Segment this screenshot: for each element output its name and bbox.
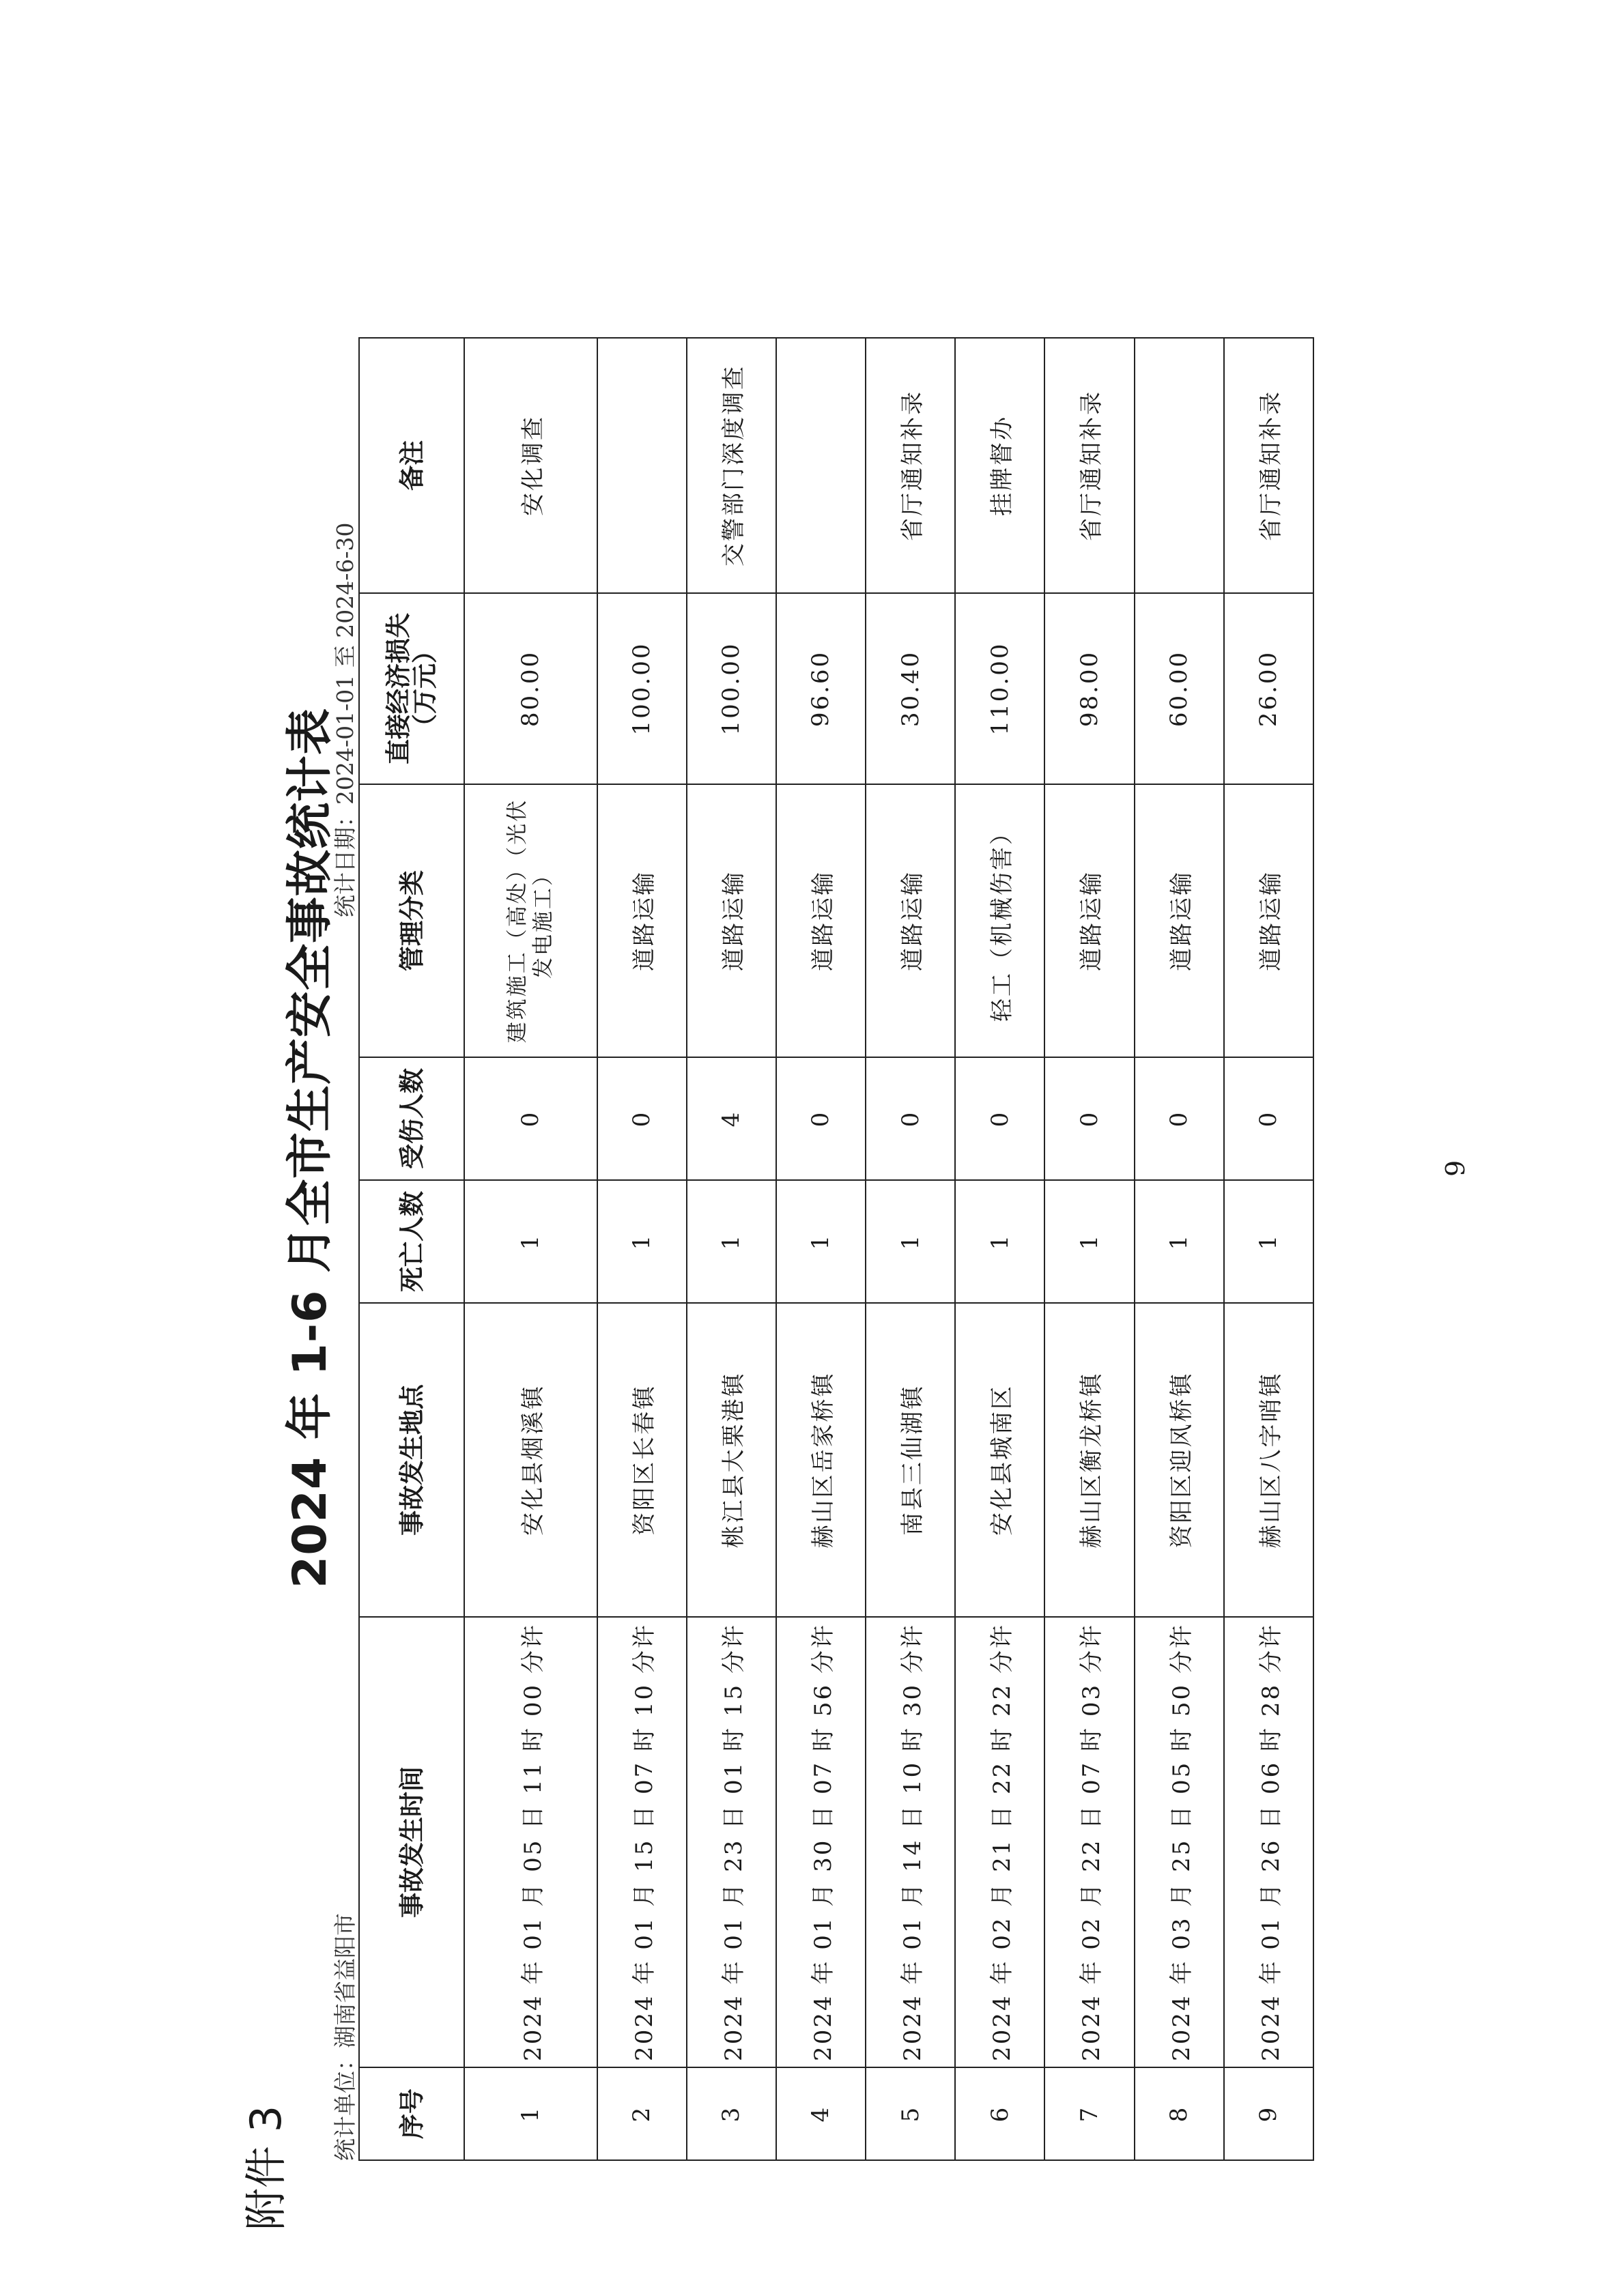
cell-place: 赫山区岳家桥镇 [776, 1303, 866, 1617]
cell-note: 省厅通知补录 [866, 338, 955, 593]
cell-no: 1 [464, 2067, 597, 2160]
header-injured: 受伤人数 [359, 1057, 464, 1180]
attachment-label: 附件 3 [241, 2105, 291, 2230]
header-row [359, 338, 464, 2160]
cell-deaths: 1 [866, 1180, 955, 1303]
cell-deaths: 1 [597, 1180, 687, 1303]
cell-deaths: 1 [955, 1180, 1044, 1303]
cell-category: 道路运输 [776, 784, 866, 1057]
cell-injured: 4 [687, 1057, 776, 1180]
cell-place: 资阳区迎风桥镇 [1135, 1303, 1224, 1617]
cell-category: 道路运输 [597, 784, 687, 1057]
cell-note: 挂牌督办 [955, 338, 1044, 593]
cell-deaths: 1 [1044, 1180, 1134, 1303]
table-row [597, 338, 687, 2160]
table-row [1224, 338, 1313, 2160]
cell-loss: 100.00 [597, 593, 687, 784]
cell-category: 轻工（机械伤害） [955, 784, 1044, 1057]
cell-deaths: 1 [687, 1180, 776, 1303]
cell-injured: 0 [776, 1057, 866, 1180]
cell-time: 2024 年 01 月 23 日 01 时 15 分许 [687, 1617, 776, 2067]
cell-injured: 0 [866, 1057, 955, 1180]
cell-place: 赫山区衡龙桥镇 [1044, 1303, 1134, 1617]
cell-category: 道路运输 [1135, 784, 1224, 1057]
cell-injured: 0 [1044, 1057, 1134, 1180]
table-row [687, 338, 776, 2160]
cell-place: 桃江县大栗港镇 [687, 1303, 776, 1617]
cell-deaths: 1 [1135, 1180, 1224, 1303]
cell-injured: 0 [464, 1057, 597, 1180]
cell-loss: 100.00 [687, 593, 776, 784]
cell-loss: 26.00 [1224, 593, 1313, 784]
cell-time: 2024 年 01 月 30 日 07 时 56 分许 [776, 1617, 866, 2067]
cell-note [1135, 338, 1224, 593]
cell-category: 道路运输 [687, 784, 776, 1057]
cell-loss: 30.40 [866, 593, 955, 784]
header-time: 事故发生时间 [359, 1617, 464, 2067]
cell-no: 6 [955, 2067, 1044, 2160]
header-note: 备注 [359, 338, 464, 593]
table-row [464, 338, 597, 2160]
cell-category: 道路运输 [1044, 784, 1134, 1057]
cell-place: 安化县烟溪镇 [464, 1303, 597, 1617]
cell-loss: 60.00 [1135, 593, 1224, 784]
header-category: 管理分类 [359, 784, 464, 1057]
cell-no: 7 [1044, 2067, 1134, 2160]
cell-loss: 96.60 [776, 593, 866, 784]
cell-deaths: 1 [776, 1180, 866, 1303]
cell-time: 2024 年 01 月 15 日 07 时 10 分许 [597, 1617, 687, 2067]
cell-deaths: 1 [464, 1180, 597, 1303]
accident-statistics-table [358, 337, 1314, 2161]
cell-place: 赫山区八字哨镇 [1224, 1303, 1313, 1617]
cell-injured: 0 [1135, 1057, 1224, 1180]
cell-category: 建筑施工（高处）（光伏发电施工） [464, 784, 597, 1057]
cell-note: 安化调查 [464, 338, 597, 593]
table-row [1044, 338, 1134, 2160]
cell-note: 交警部门深度调查 [687, 338, 776, 593]
cell-injured: 0 [955, 1057, 1044, 1180]
cell-note: 省厅通知补录 [1044, 338, 1134, 593]
table-row [1135, 338, 1224, 2160]
table-title: 2024 年 1-6 月全市生产安全事故统计表 [283, 707, 337, 1589]
header-deaths: 死亡人数 [359, 1180, 464, 1303]
cell-loss: 98.00 [1044, 593, 1134, 784]
cell-no: 8 [1135, 2067, 1224, 2160]
cell-no: 5 [866, 2067, 955, 2160]
stat-unit: 统计单位：湖南省益阳市 [332, 1913, 358, 2161]
page-number: 9 [1440, 1160, 1470, 1177]
cell-injured: 0 [1224, 1057, 1313, 1180]
cell-note [776, 338, 866, 593]
cell-no: 4 [776, 2067, 866, 2160]
cell-time: 2024 年 02 月 22 日 07 时 03 分许 [1044, 1617, 1134, 2067]
cell-injured: 0 [597, 1057, 687, 1180]
cell-time: 2024 年 02 月 21 日 22 时 22 分许 [955, 1617, 1044, 2067]
stat-date: 统计日期：2024-01-01 至 2024-6-30 [332, 522, 358, 917]
header-loss: 直接经济损失（万元） [359, 593, 464, 784]
cell-time: 2024 年 01 月 14 日 10 时 30 分许 [866, 1617, 955, 2067]
table-row [955, 338, 1044, 2160]
cell-loss: 110.00 [955, 593, 1044, 784]
header-place: 事故发生地点 [359, 1303, 464, 1617]
cell-place: 南县三仙湖镇 [866, 1303, 955, 1617]
cell-category: 道路运输 [1224, 784, 1313, 1057]
cell-no: 3 [687, 2067, 776, 2160]
cell-time: 2024 年 03 月 25 日 05 时 50 分许 [1135, 1617, 1224, 2067]
cell-place: 安化县城南区 [955, 1303, 1044, 1617]
table-row [866, 338, 955, 2160]
cell-loss: 80.00 [464, 593, 597, 784]
cell-category: 道路运输 [866, 784, 955, 1057]
cell-deaths: 1 [1224, 1180, 1313, 1303]
cell-place: 资阳区长春镇 [597, 1303, 687, 1617]
cell-no: 9 [1224, 2067, 1313, 2160]
cell-time: 2024 年 01 月 05 日 11 时 00 分许 [464, 1617, 597, 2067]
header-no: 序号 [359, 2067, 464, 2160]
cell-no: 2 [597, 2067, 687, 2160]
table-row [776, 338, 866, 2160]
cell-time: 2024 年 01 月 26 日 06 时 28 分许 [1224, 1617, 1313, 2067]
cell-note: 省厅通知补录 [1224, 338, 1313, 593]
cell-note [597, 338, 687, 593]
